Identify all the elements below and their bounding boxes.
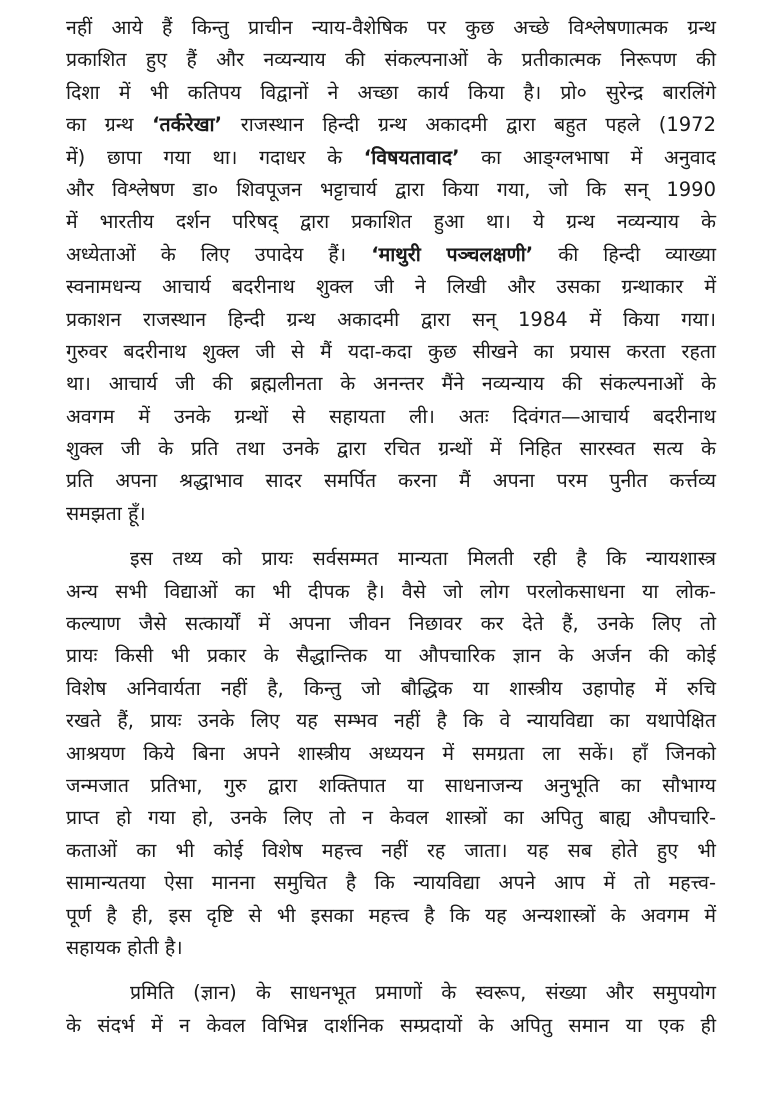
text-line: सामान्यतया ऐसा मानना समुचित है कि न्यायविद्या अपने आप में तो महत्त्व-: [66, 871, 716, 895]
text-line: कल्याण जैसे सत्कार्यों में अपना जीवन निछावर कर देते हैं, उनके लिए तो: [66, 612, 716, 636]
paragraph-gap: [66, 530, 716, 543]
text-line: गुरुवर बदरीनाथ शुक्ल जी से मैं यदा-कदा कुछ सीखने का प्रयास करता रहता: [66, 339, 716, 363]
text-line: अवगम में उनके ग्रन्थों से सहायता ली। अतः दिवंगत—आचार्य बदरीनाथ: [66, 404, 716, 428]
text-line: आश्रयण किये बिना अपने शास्त्रीय अध्ययन में समग्रता ला सकें। हाँ जिनको: [66, 741, 716, 765]
paragraph-2: [66, 543, 716, 964]
document-page: [66, 12, 716, 1042]
text-line: के संदर्भ में न केवल विभिन्न दार्शनिक सम्प्रदायों के अपितु समान या एक ही: [66, 1013, 716, 1037]
book-title: ‘तर्करेखा’: [152, 113, 223, 137]
text-line: प्रति अपना श्रद्धाभाव सादर समर्पित करना मैं अपना परम पुनीत कर्त्तव्य: [66, 469, 716, 493]
text-line: शुक्ल जी के प्रति तथा उनके द्वारा रचित ग्रन्थों में निहित सारस्वत सत्य के: [66, 437, 716, 461]
book-title: ‘माथुरी पञ्चलक्षणी’: [371, 242, 534, 266]
text-line-final: समझता हूँ।: [66, 501, 146, 525]
text-line-first: प्रमिति (ज्ञान) के साधनभूत प्रमाणों के स्वरूप, संख्या और समुपयोग: [130, 981, 716, 1005]
text-line: रखते हैं, प्रायः उनके लिए यह सम्भव नहीं है कि वे न्यायविद्या का यथापेक्षित: [66, 709, 716, 733]
text-line: प्रायः किसी भी प्रकार के सैद्धान्तिक या औपचारिक ज्ञान के अर्जन की कोई: [66, 644, 716, 668]
text-line-with-title-mathuri: अध्येताओं के लिए उपादेय हैं। ‘माथुरी पञ्चलक्षणी’ की हिन्दी व्याख्या: [66, 242, 716, 266]
text-line-first: इस तथ्य को प्रायः सर्वसम्मत मान्यता मिलती रही है कि न्यायशास्त्र: [130, 547, 716, 571]
text-line: और विश्लेषण डा० शिवपूजन भट्टाचार्य द्वारा किया गया, जो कि सन् 1990: [66, 177, 716, 201]
text-line: में भारतीय दर्शन परिषद् द्वारा प्रकाशित हुआ था। ये ग्रन्थ नव्यन्याय के: [66, 210, 716, 234]
text-line: था। आचार्य जी की ब्रह्मलीनता के अनन्तर मैंने नव्यन्याय की संकल्पनाओं के: [66, 372, 716, 396]
text-line: स्वनामधन्य आचार्य बदरीनाथ शुक्ल जी ने लिखी और उसका ग्रन्थाकार में: [66, 275, 716, 299]
paragraph-3: [66, 977, 716, 1042]
text-line: जन्मजात प्रतिभा, गुरु द्वारा शक्तिपात या साधनाजन्य अनुभूति का सौभाग्य: [66, 773, 716, 797]
paragraph-1: [66, 12, 716, 530]
text-line-with-title-vishayatavada: में) छापा गया था। गदाधर के ‘विषयतावाद’ का आङ्ग्लभाषा में अनुवाद: [66, 145, 716, 169]
text-line: प्रकाशित हुए हैं और नव्यन्याय की संकल्पनाओं के प्रतीकात्मक निरूपण की: [66, 48, 716, 72]
text-line: दिशा में भी कतिपय विद्वानों ने अच्छा कार्य किया है। प्रो० सुरेन्द्र बारलिंगे: [66, 80, 716, 104]
text-line: विशेष अनिवार्यता नहीं है, किन्तु जो बौद्धिक या शास्त्रीय उहापोह में रुचि: [66, 676, 716, 700]
text-line-final: सहायक होती है।: [66, 935, 183, 959]
text-line: प्राप्त हो गया हो, उनके लिए तो न केवल शास्त्रों का अपितु बाह्य औपचारि-: [66, 806, 716, 830]
paragraph-gap: [66, 964, 716, 977]
text-line: पूर्ण है ही, इस दृष्टि से भी इसका महत्त्व है कि यह अन्यशास्त्रों के अवगम में: [66, 903, 716, 927]
text-line: कताओं का भी कोई विशेष महत्त्व नहीं रह जाता। यह सब होते हुए भी: [66, 838, 716, 862]
text-line: अन्य सभी विद्याओं का भी दीपक है। वैसे जो लोग परलोकसाधना या लोक-: [66, 579, 716, 603]
book-title: ‘विषयतावाद’: [363, 145, 460, 169]
text-line-with-title-tarkarekha: का ग्रन्थ ‘तर्करेखा’ राजस्थान हिन्दी ग्रन्थ अकादमी द्वारा बहुत पहले (1972: [66, 113, 716, 137]
text-line: प्रकाशन राजस्थान हिन्दी ग्रन्थ अकादमी द्वारा सन् 1984 में किया गया।: [66, 307, 716, 331]
text-line: नहीं आये हैं किन्तु प्राचीन न्याय-वैशेषिक पर कुछ अच्छे विश्लेषणात्मक ग्रन्थ: [66, 16, 716, 39]
